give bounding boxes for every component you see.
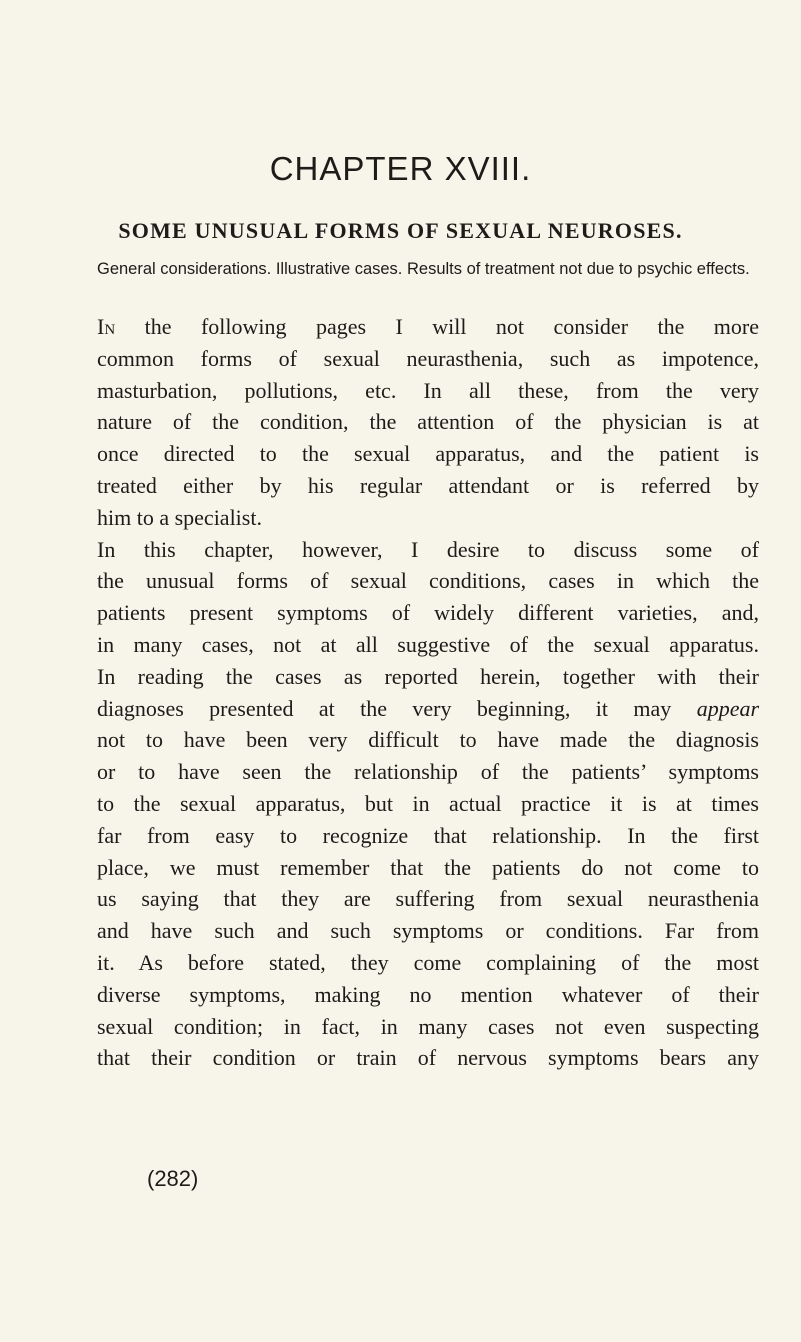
text-line: place, we must remember that the patients do not come to bbox=[97, 854, 759, 880]
text-line: sexual condition; in fact, in many cases not even suspecting bbox=[97, 1013, 759, 1039]
text-line: us saying that they are suffering from sexual neurasthenia bbox=[97, 886, 759, 912]
chapter-number: CHAPTER XVIII. bbox=[269, 150, 532, 187]
body-text bbox=[97, 311, 759, 1074]
page-number: (282) bbox=[147, 1166, 199, 1191]
text-line: In this chapter, however, I desire to discuss some of bbox=[97, 536, 759, 562]
text-line: it. As before stated, they come complaining of the most bbox=[97, 949, 759, 975]
text-line: the unusual forms of sexual conditions, cases in which the bbox=[97, 568, 759, 594]
text-line: or to have seen the relationship of the patients’ symptoms bbox=[97, 759, 759, 785]
drop-cap-word: In bbox=[97, 314, 116, 339]
text-line: far from easy to recognize that relationship. In the first bbox=[97, 822, 759, 848]
italic-word: appear bbox=[696, 695, 760, 721]
text-line: nature of the condition, the attention of the physician is at bbox=[97, 409, 759, 435]
text-line: that their condition or train of nervous symptoms bears any bbox=[97, 1045, 759, 1071]
text-line: diverse symptoms, making no mention whatever of their bbox=[97, 981, 759, 1007]
text-line: masturbation, pollutions, etc. In all these, from the very bbox=[97, 377, 759, 403]
text-line: treated either by his regular attendant or is referred by bbox=[97, 472, 759, 498]
text-line: him to a specialist. bbox=[97, 504, 262, 530]
text-line: diagnoses presented at the very beginning, it may appear bbox=[97, 695, 760, 721]
text-line: patients present symptoms of widely different varieties, and, bbox=[97, 600, 759, 626]
text-line: common forms of sexual neurasthenia, such as impotence, bbox=[97, 345, 759, 371]
text-line: In reading the cases as reported herein, together with their bbox=[97, 663, 759, 689]
text-line: once directed to the sexual apparatus, and the patient is bbox=[97, 441, 759, 467]
text-line: in many cases, not at all suggestive of the sexual apparatus. bbox=[97, 631, 759, 657]
text-line: and have such and such symptoms or conditions. Far from bbox=[97, 918, 759, 944]
text-line: to the sexual apparatus, but in actual practice it is at times bbox=[97, 790, 759, 816]
chapter-synopsis: General considerations. Illustrative cases. Results of treatment not due to psychic effects. bbox=[97, 260, 750, 278]
text-line: not to have been very difficult to have made the diagnosis bbox=[97, 727, 759, 753]
chapter-title: SOME UNUSUAL FORMS OF SEXUAL NEUROSES. bbox=[118, 218, 683, 243]
text-line: In the following pages I will not consider the more bbox=[97, 314, 759, 339]
